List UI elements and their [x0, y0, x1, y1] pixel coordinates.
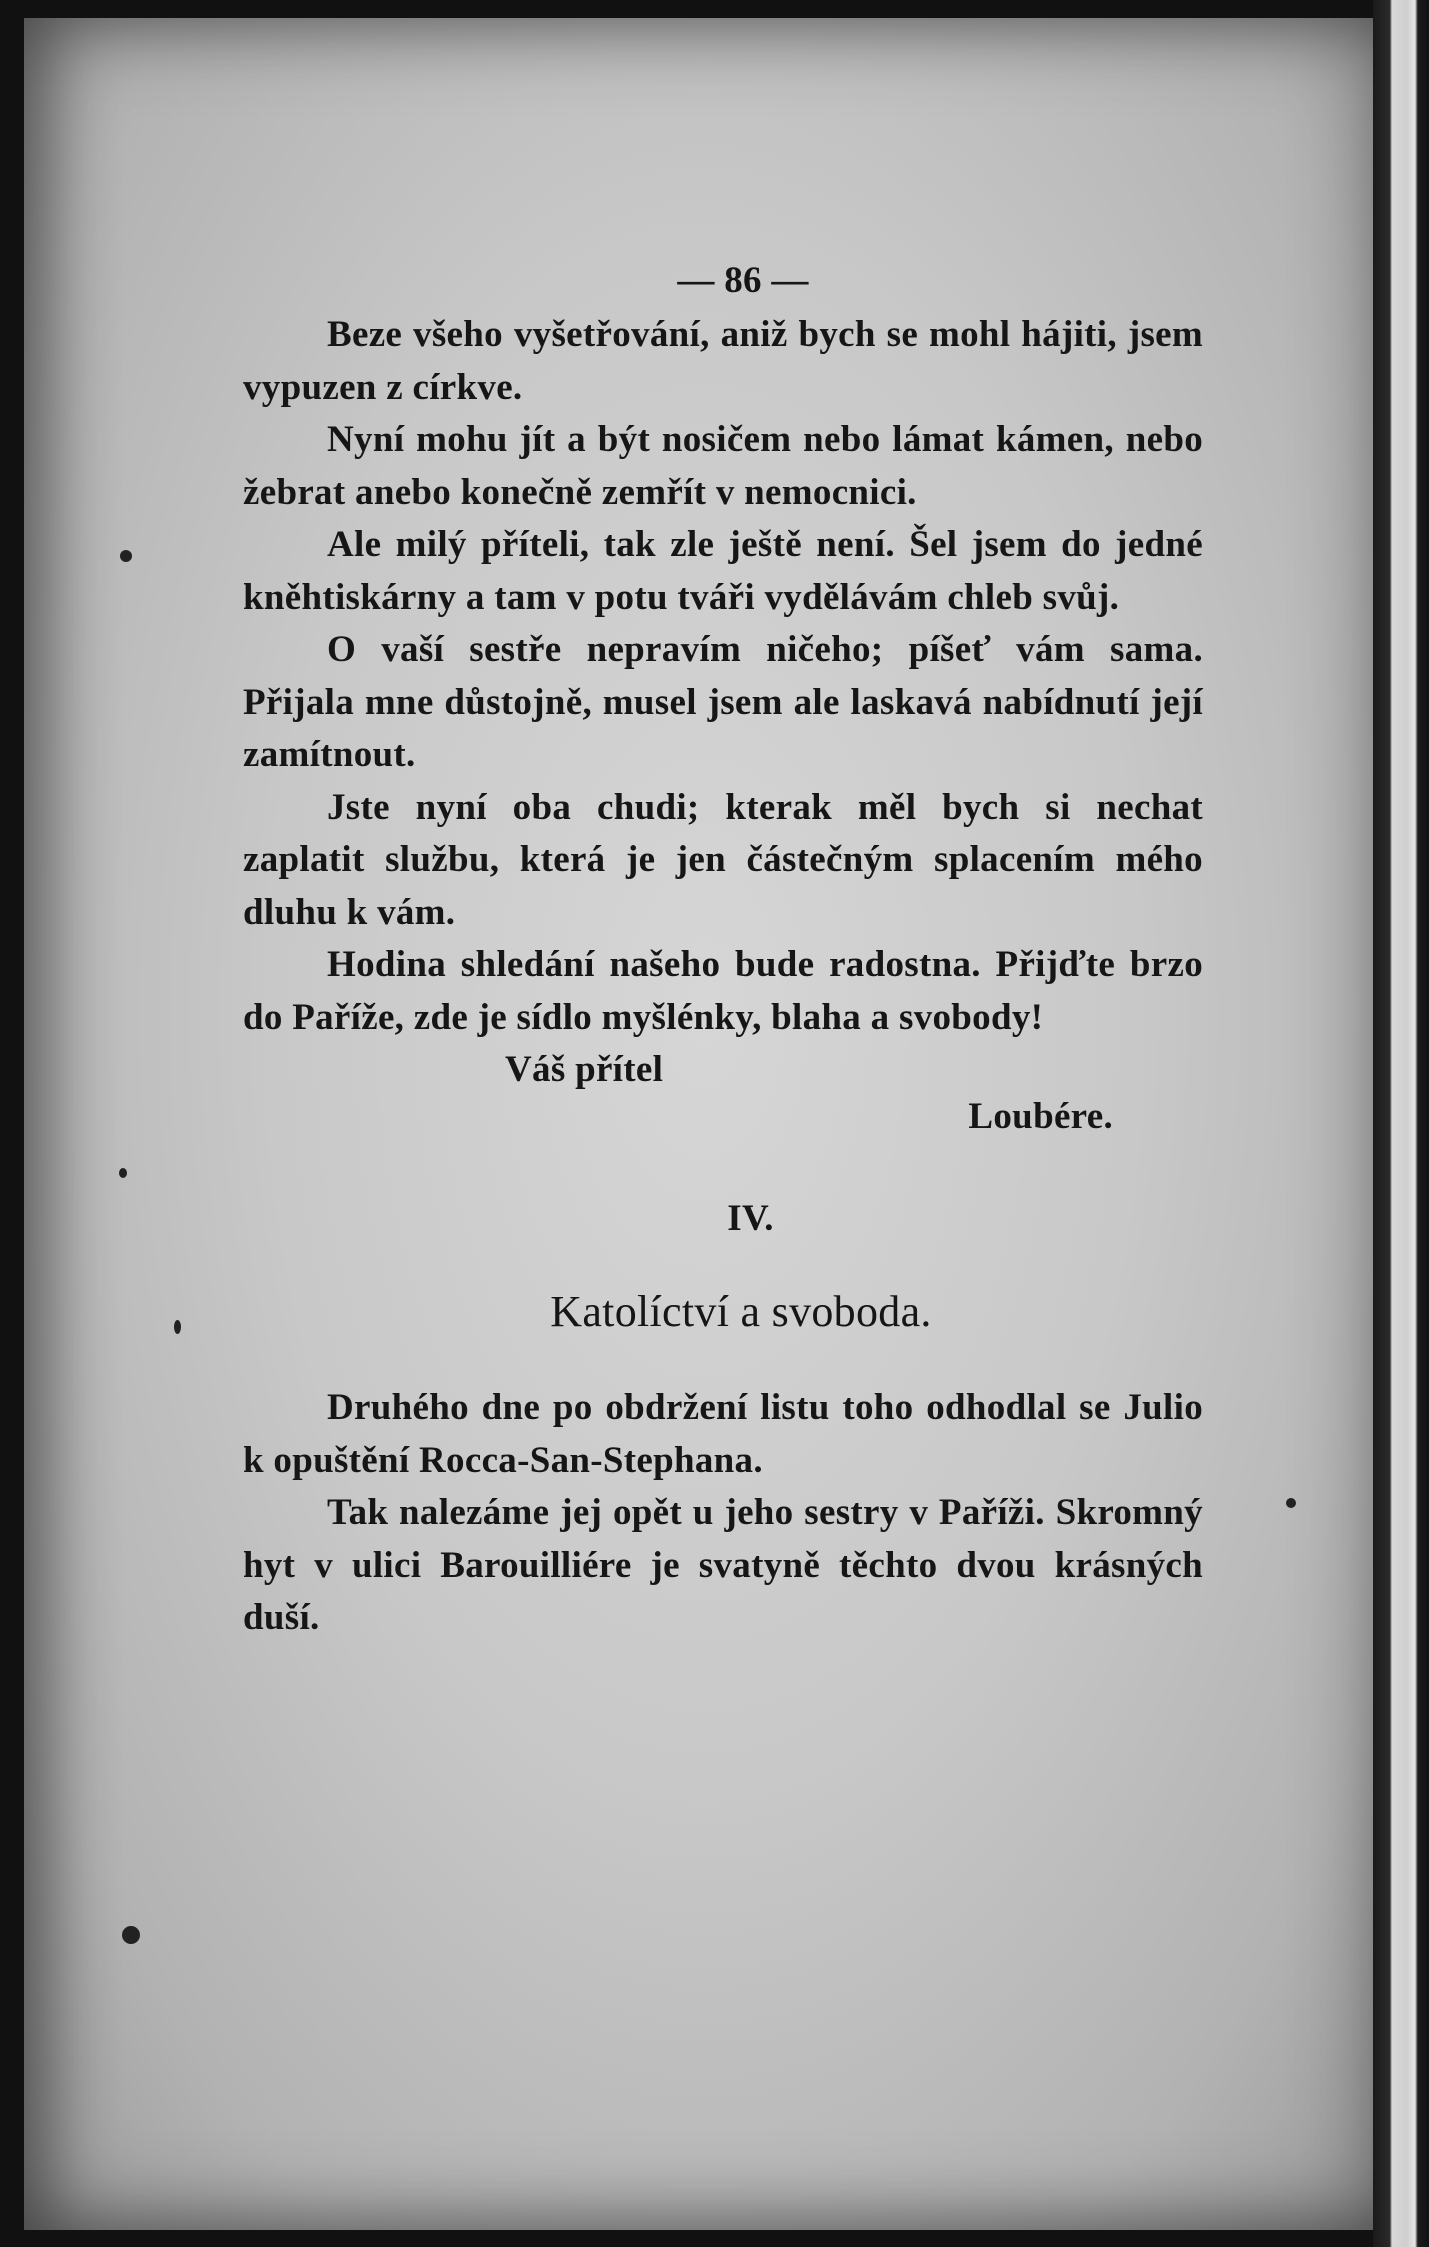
page-text	[243, 255, 1203, 1645]
paragraph: Nyní mohu jít a být nosičem nebo lámat kámen, nebo žebrat anebo konečně zemřít v nemocnici.	[243, 419, 1203, 513]
ink-speck	[119, 1168, 127, 1178]
paragraph: Druhého dne po obdržení listu toho odhodlal se Julio k opuštění Rocca-San-Stephana.	[243, 1387, 1203, 1481]
ink-speck	[174, 1320, 181, 1334]
paragraph: Tak nalezáme jej opět u jeho sestry v Paříži. Skromný hyt v ulici Barouilliére je svatyně těchto dvou krásných duší.	[243, 1492, 1203, 1638]
paragraph: Beze všeho vyšetřování, aniž bych se mohl hájiti, jsem vypuzen z církve.	[243, 314, 1203, 408]
chapter-number: IV.	[727, 1198, 774, 1239]
paragraph: O vaší sestře nepravím ničeho; píšeť vám sama. Přijala mne důstojně, musel jsem ale laskavá nabídnutí její zamítnout.	[243, 629, 1203, 775]
chapter-title: Katolíctví a svoboda.	[550, 1286, 932, 1336]
letter-signature: Loubére.	[968, 1095, 1113, 1137]
page-number: — 86 —	[677, 260, 809, 301]
paragraph: Ale milý příteli, tak zle ještě není. Šel jsem do jedné kněhtiskárny a tam v potu tváři vydělávám chleb svůj.	[243, 524, 1203, 618]
ink-speck	[122, 1926, 140, 1944]
paragraph: Jste nyní oba chudi; kterak měl bych si nechat zaplatit službu, která je jen částečným splacením mého dluhu k vám.	[243, 786, 1203, 933]
adjacent-page-edge	[1373, 0, 1429, 2247]
letter-closing: Váš přítel	[505, 1049, 664, 1090]
ink-speck	[120, 550, 132, 562]
paragraph: Hodina shledání našeho bude radostna. Přijďte brzo do Paříže, zde je sídlo myšlénky, blaha a svobody!	[243, 944, 1203, 1038]
ink-speck	[1286, 1498, 1296, 1508]
